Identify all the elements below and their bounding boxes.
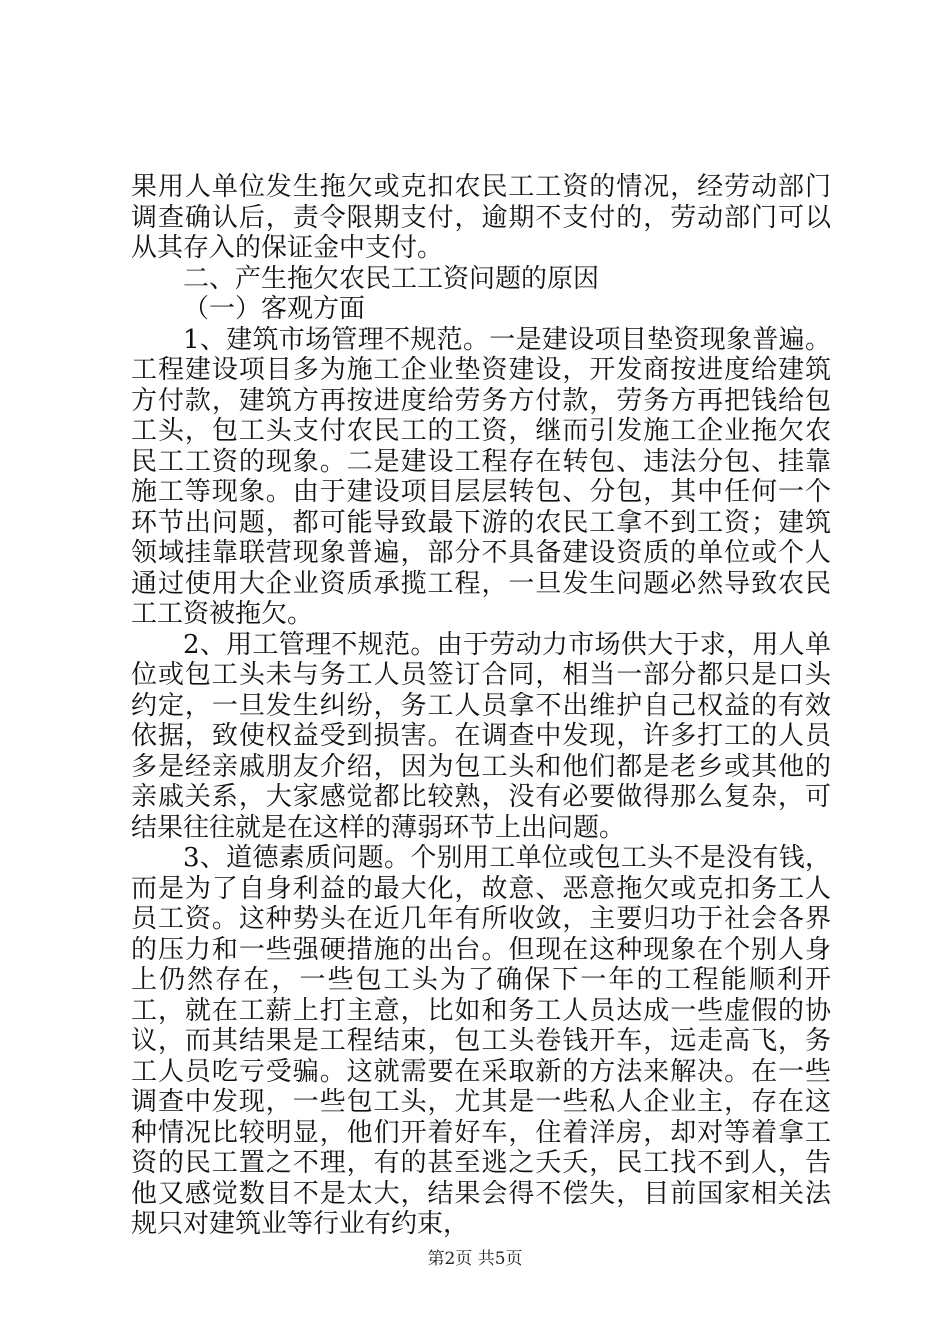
paragraph-continuation: 果用人单位发生拖欠或克扣农民工工资的情况，经劳动部门调查确认后，责令限期支付，逾期不支付的，劳动部门可以从其存入的保证金中支付。 xyxy=(131,172,831,263)
page-number-label: 第2页 共5页 xyxy=(427,1249,523,1269)
paragraph-construction-market: 1、建筑市场管理不规范。一是建设项目垫资现象普遍。工程建设项目多为施工企业垫资建设，开发商按进度给建筑方付款，建筑方再按进度给劳务方付款，劳务方再把钱给包工头，包工头支付农民工的工资，继而引发施工企业拖欠农民工工资的现象。二是建设工程存在转包、违法分包、挂靠施工等现象。由于建设项目层层转包、分包，其中任何一个环节出问题，都可能导致最下游的农民工拿不到工资；建筑领域挂靠联营现象普遍，部分不具备建设资质的单位或个人通过使用大企业资质承揽工程，一旦发生问题必然导致农民工工资被拖欠。 xyxy=(131,324,831,629)
paragraph-moral-quality: 3、道德素质问题。个别用工单位或包工头不是没有钱，而是为了自身利益的最大化，故意、恶意拖欠或克扣务工人员工资。这种势头在近几年有所收敛，主要归功于社会各界的压力和一些强硬措施的出台。但现在这种现象在个别人身上仍然存在，一些包工头为了确保下一年的工程能顺利开工，就在工薪上打主意，比如和务工人员达成一些虚假的协议，而其结果是工程结束，包工头卷钱开车，远走高飞，务工人员吃亏受骗。这就需要在采取新的方法来解决。在一些调查中发现，一些包工头，尤其是一些私人企业主，存在这种情况比较明显，他们开着好车，住着洋房，却对等着拿工资的民工置之不理，有的甚至逃之夭夭，民工找不到人，告他又感觉数目不是太大，结果会得不偿失，目前国家相关法规只对建筑业等行业有约束， xyxy=(131,843,831,1239)
subsection-heading: （一）客观方面 xyxy=(183,294,366,324)
document-body xyxy=(131,172,831,1240)
section-heading: 二、产生拖欠农民工工资问题的原因 xyxy=(183,263,600,294)
page-footer xyxy=(0,1244,950,1269)
paragraph-employment-management: 2、用工管理不规范。由于劳动力市场供大于求，用人单位或包工头未与务工人员签订合同，相当一部分都只是口头约定，一旦发生纠纷，务工人员拿不出维护自己权益的有效依据，致使权益受到损害。在调查中发现，许多打工的人员多是经亲戚朋友介绍，因为包工头和他们都是老乡或其他的亲戚关系，大家感觉都比较熟，没有必要做得那么复杂，可结果往往就是在这样的薄弱环节上出问题。 xyxy=(131,629,831,843)
